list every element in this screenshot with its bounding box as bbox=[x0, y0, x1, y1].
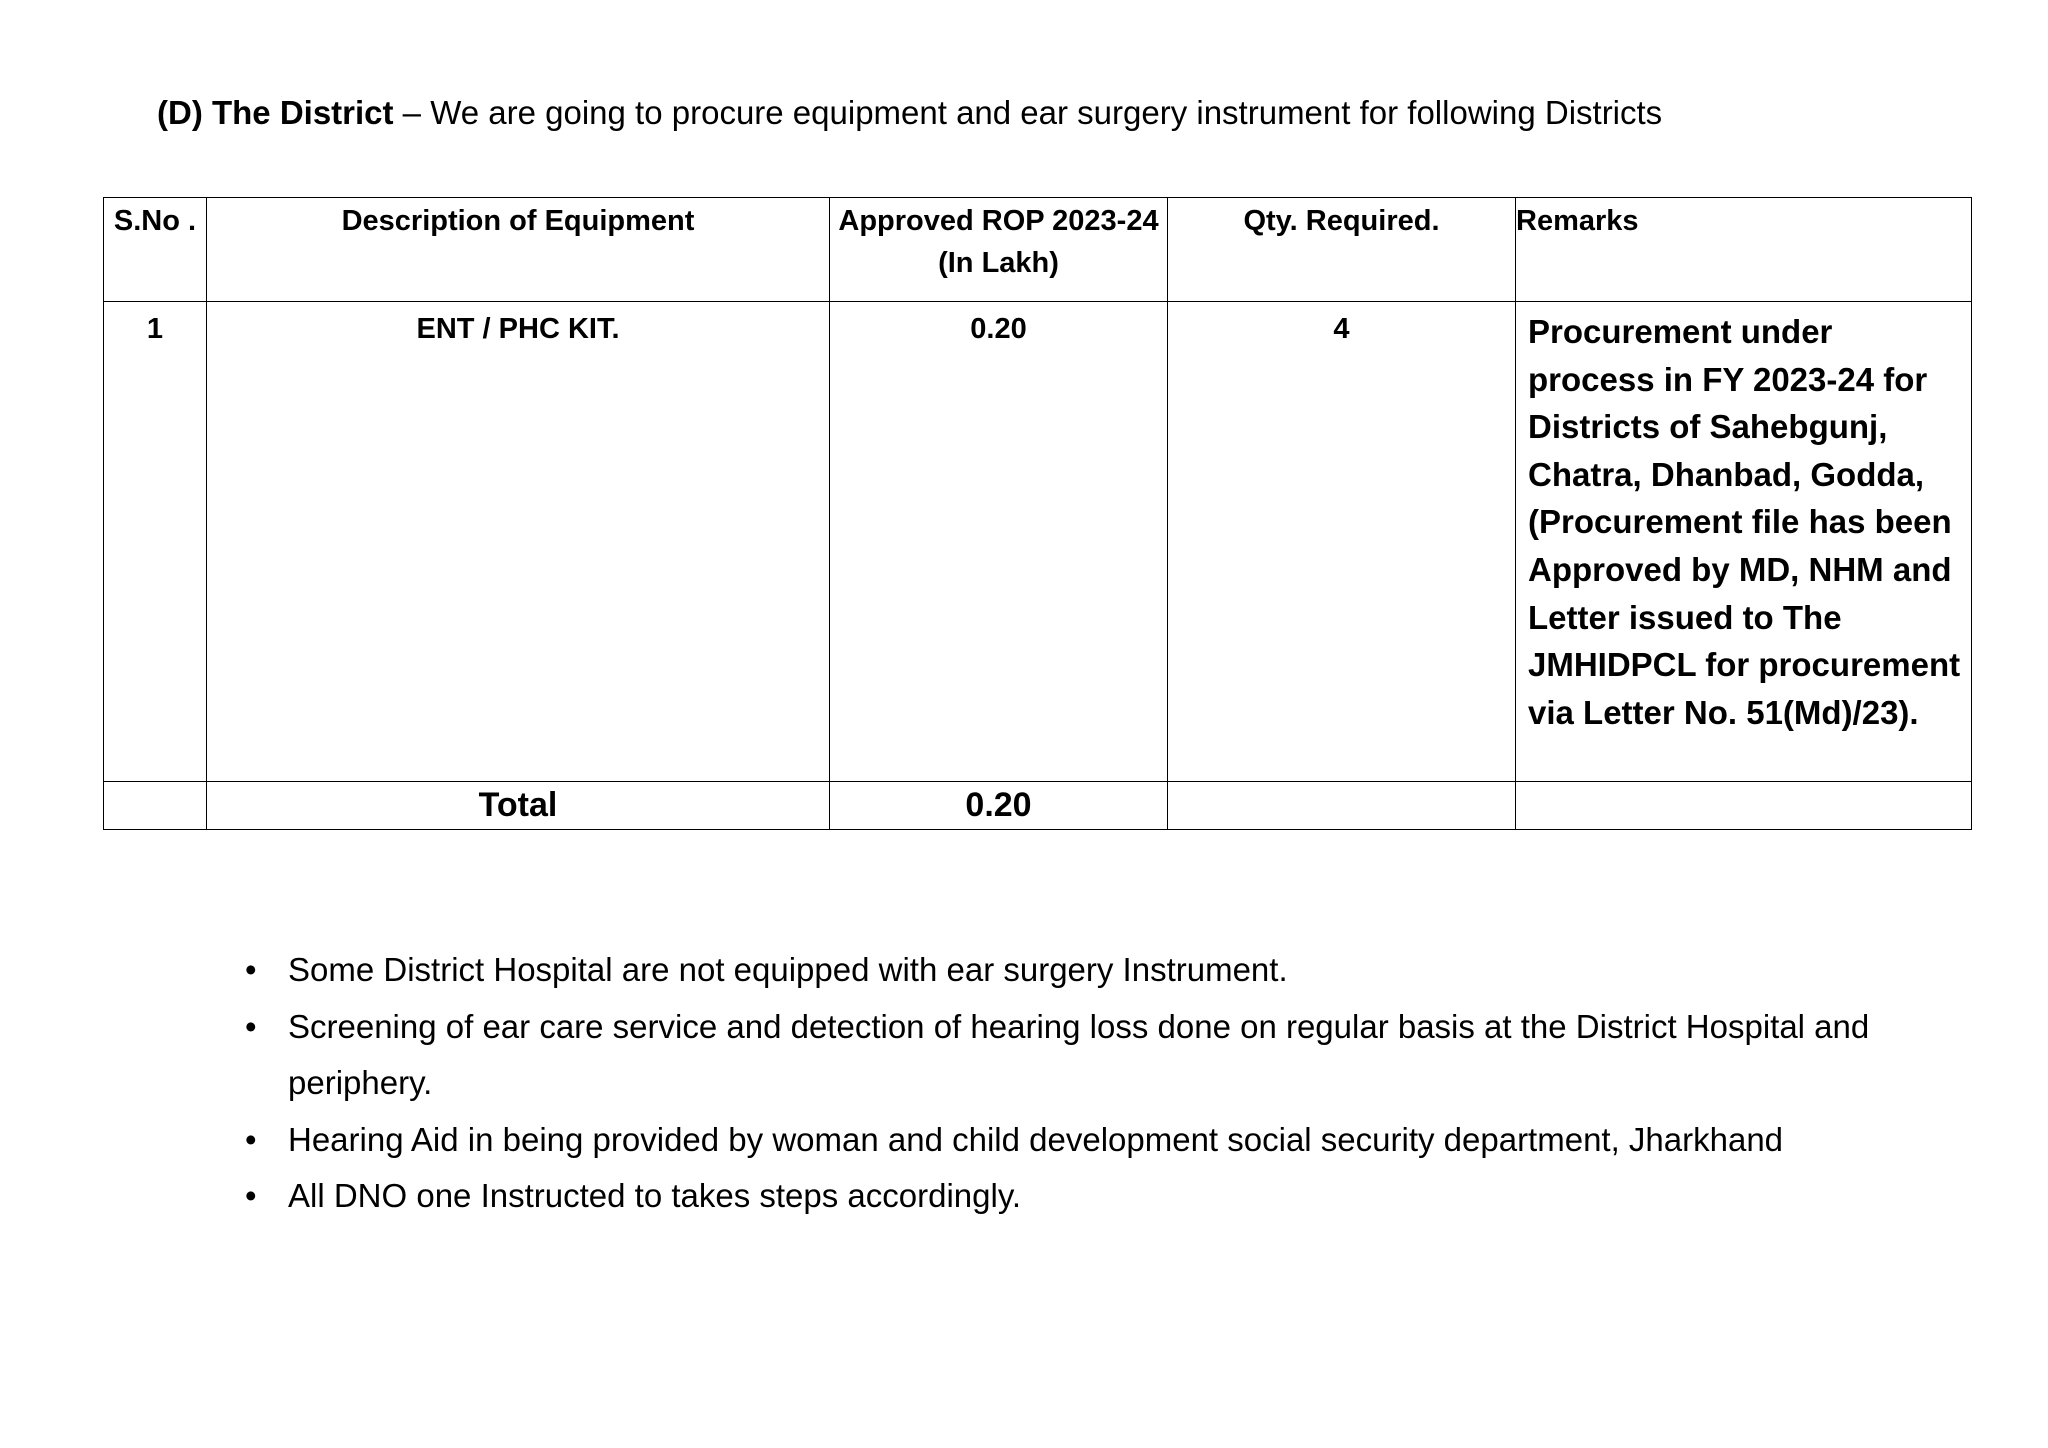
bullet-icon: • bbox=[245, 1177, 257, 1214]
header-rop: Approved ROP 2023-24 (In Lakh) bbox=[830, 198, 1168, 302]
cell-remarks: Procurement under process in FY 2023-24 for Districts of Sahebgunj, Chatra, Dhanbad, Godda, (Procurement file has been Approved by MD, NHM and Letter issued to The JMHIDPCL for procurement via Letter No. 51(Md)/23). bbox=[1516, 302, 1972, 782]
list-item bbox=[240, 999, 1960, 1112]
section-heading-text: – We are going to procure equipment and ear surgery instrument for following Districts bbox=[393, 94, 1663, 131]
list-item bbox=[240, 942, 1960, 999]
cell-description: ENT / PHC KIT. bbox=[207, 302, 830, 782]
total-rop: 0.20 bbox=[830, 782, 1168, 830]
cell-sno: 1 bbox=[104, 302, 207, 782]
cell-rop: 0.20 bbox=[830, 302, 1168, 782]
total-qty-cell bbox=[1168, 782, 1516, 830]
list-item bbox=[240, 1168, 1960, 1225]
bullet-icon: • bbox=[245, 1120, 257, 1158]
note-text: All DNO one Instructed to takes steps accordingly. bbox=[288, 1177, 1022, 1214]
note-text: Some District Hospital are not equipped with ear surgery Instrument. bbox=[288, 951, 1288, 988]
section-heading bbox=[157, 88, 1662, 138]
total-row bbox=[104, 782, 1972, 830]
total-label: Total bbox=[207, 782, 830, 830]
notes-list bbox=[240, 942, 1960, 1225]
table-row bbox=[104, 302, 1972, 782]
header-remarks: Remarks bbox=[1516, 198, 1972, 302]
bullet-icon: • bbox=[245, 1007, 257, 1045]
note-text: Hearing Aid in being provided by woman and child development social security department, Jharkhand bbox=[288, 1120, 1784, 1158]
header-qty: Qty. Required. bbox=[1168, 198, 1516, 302]
header-description: Description of Equipment bbox=[207, 198, 830, 302]
cell-qty: 4 bbox=[1168, 302, 1516, 782]
list-item bbox=[240, 1112, 1960, 1169]
total-sno-cell bbox=[104, 782, 207, 830]
note-text: Screening of ear care service and detection of hearing loss done on regular basis at the District Hospital and periphery. bbox=[288, 1007, 1870, 1101]
equipment-table bbox=[103, 197, 1972, 830]
header-sno: S.No . bbox=[104, 198, 207, 302]
bullet-icon: • bbox=[245, 951, 257, 988]
section-heading-label: (D) The District bbox=[157, 94, 394, 131]
table-header-row bbox=[104, 198, 1972, 302]
total-remarks-cell bbox=[1516, 782, 1972, 830]
